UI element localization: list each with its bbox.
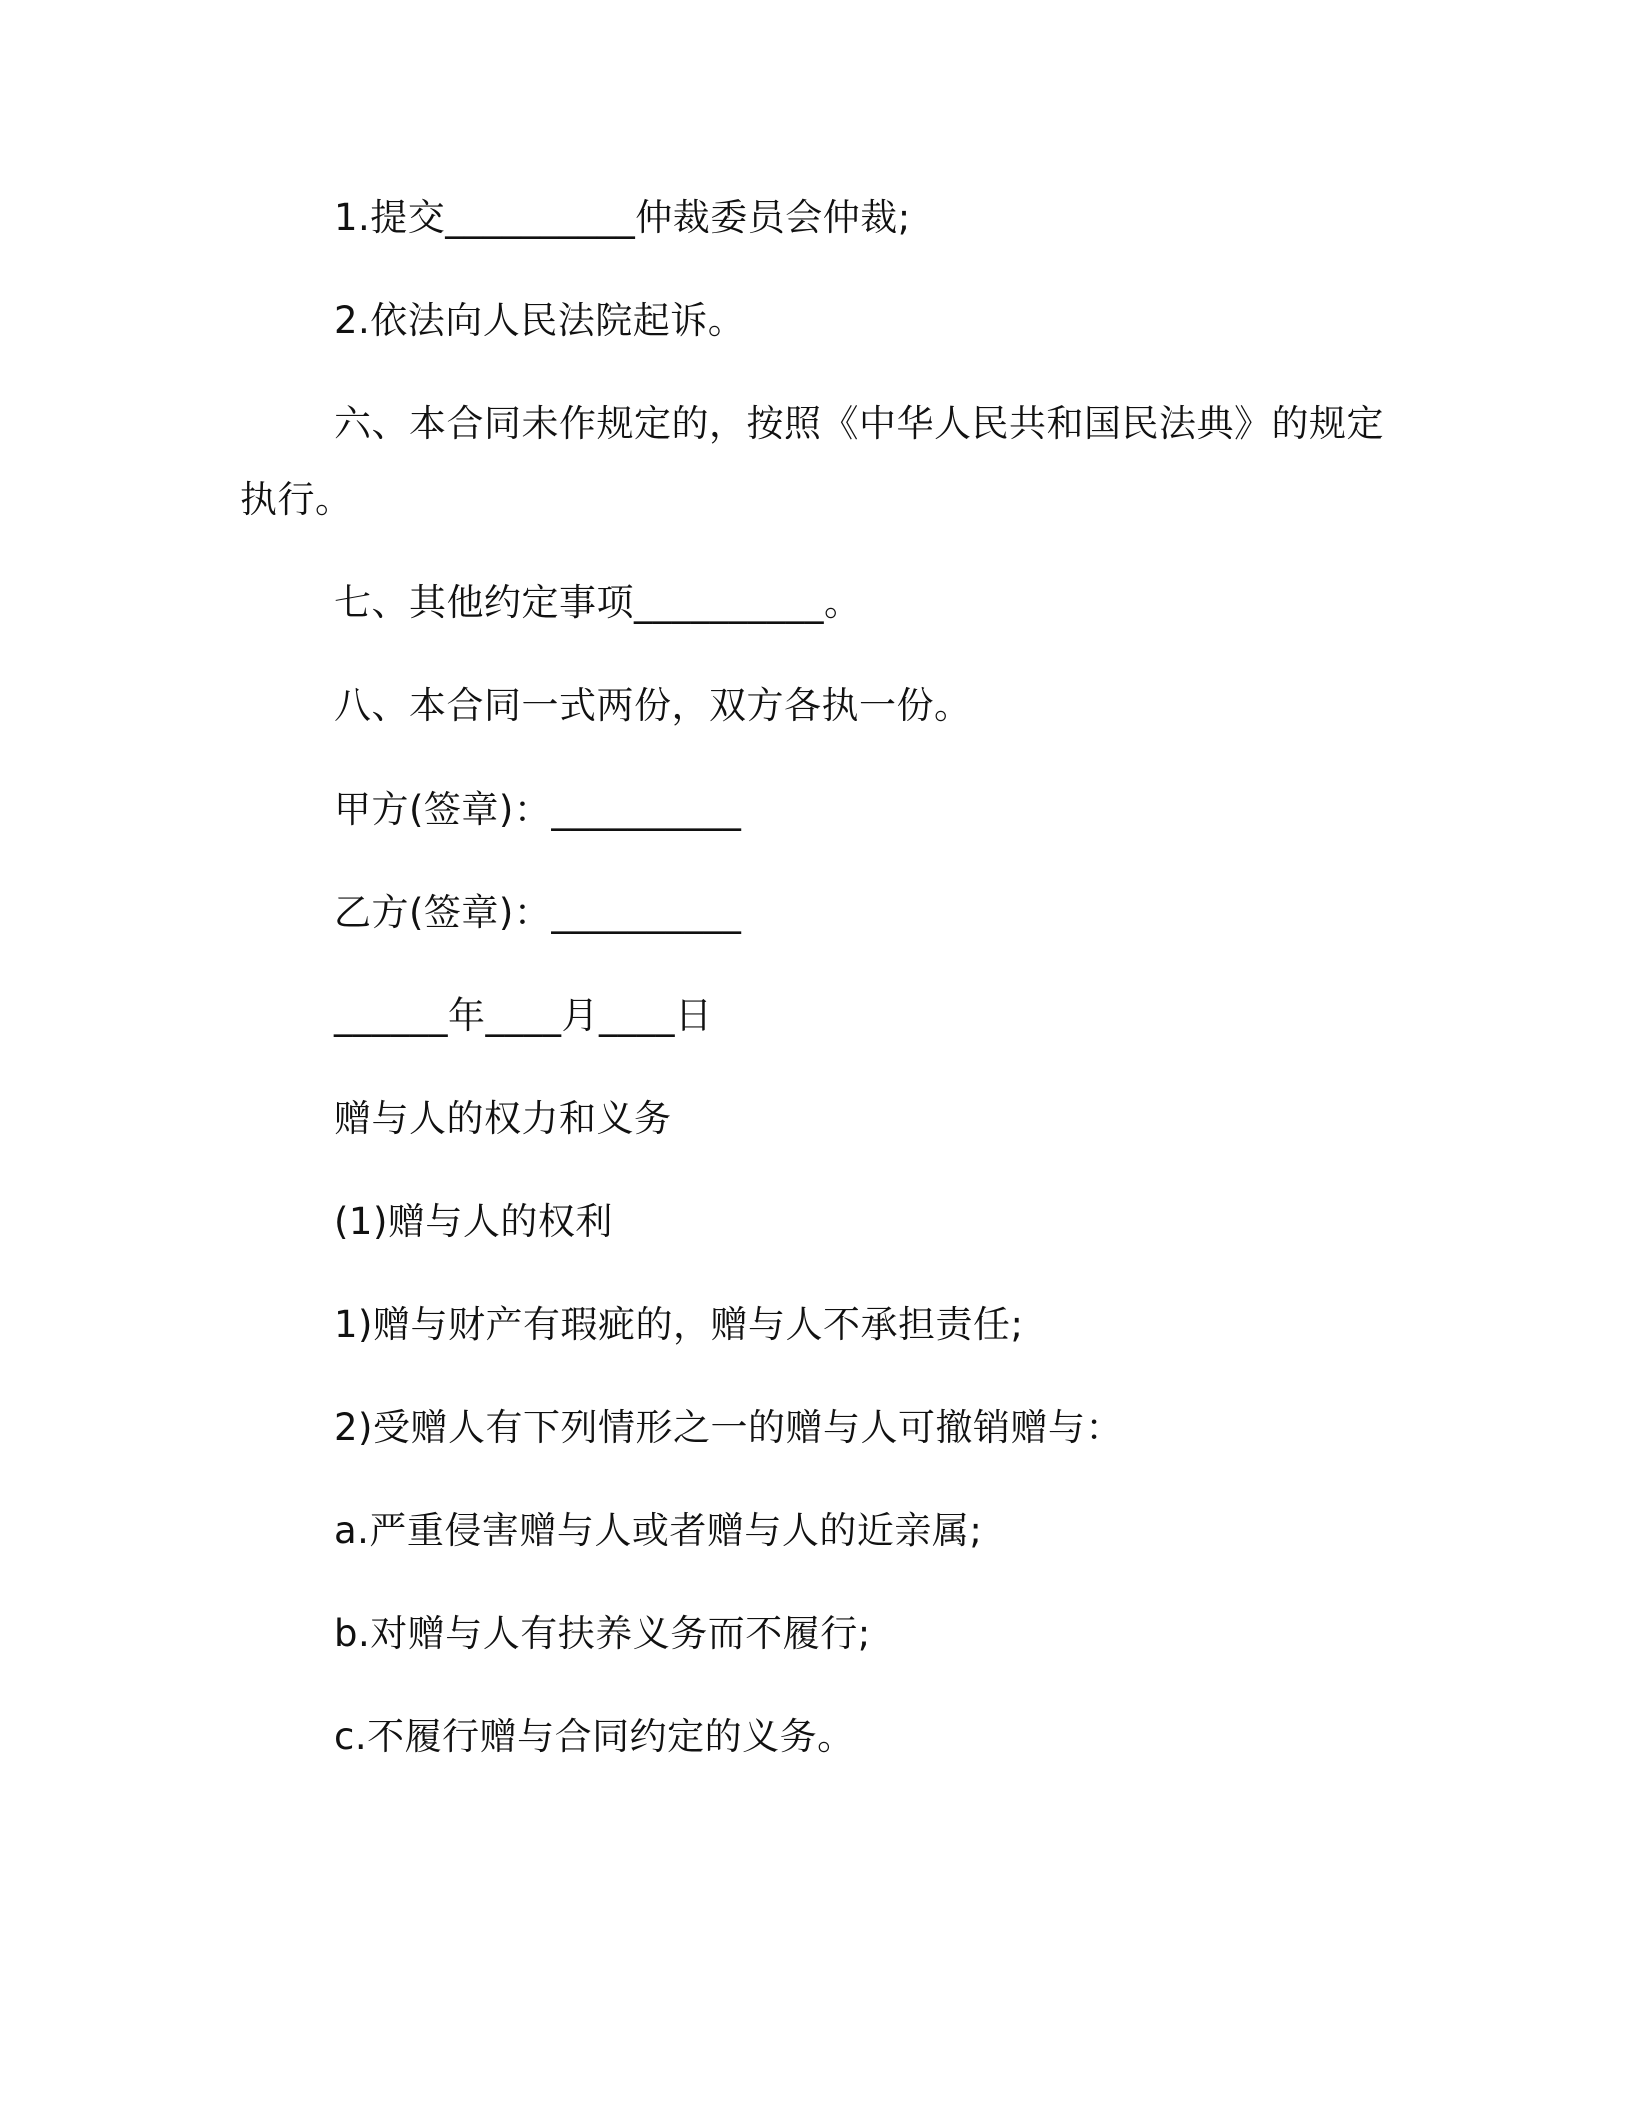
clause-six-continuation: 执行。: [240, 478, 353, 521]
clause-arbitration-item: 1.提交__________仲裁委员会仲裁;: [334, 196, 911, 239]
section-heading: 赠与人的权力和义务: [334, 1097, 672, 1140]
list-item: b.对赠与人有扶养义务而不履行;: [334, 1612, 871, 1655]
list-item: c.不履行赠与合同约定的义务。: [334, 1715, 855, 1758]
clause-lawsuit-item: 2.依法向人民法院起诉。: [334, 299, 746, 342]
list-item: 1)赠与财产有瑕疵的，赠与人不承担责任;: [334, 1303, 1024, 1346]
subsection-heading: (1)赠与人的权利: [334, 1200, 613, 1243]
date-line: ______年____月____日: [334, 994, 713, 1037]
clause-seven: 七、其他约定事项__________。: [334, 581, 862, 624]
list-item: a.严重侵害赠与人或者赠与人的近亲属;: [334, 1509, 983, 1552]
clause-six-first-line: 六、本合同未作规定的，按照《中华人民共和国民法典》的规定: [334, 402, 1384, 445]
list-item: 2)受赠人有下列情形之一的赠与人可撤销赠与：: [334, 1406, 1123, 1449]
clause-eight: 八、本合同一式两份，双方各执一份。: [334, 684, 972, 727]
party-a-signature: 甲方(签章)：__________: [334, 788, 742, 831]
party-b-signature: 乙方(签章)：__________: [334, 891, 742, 934]
